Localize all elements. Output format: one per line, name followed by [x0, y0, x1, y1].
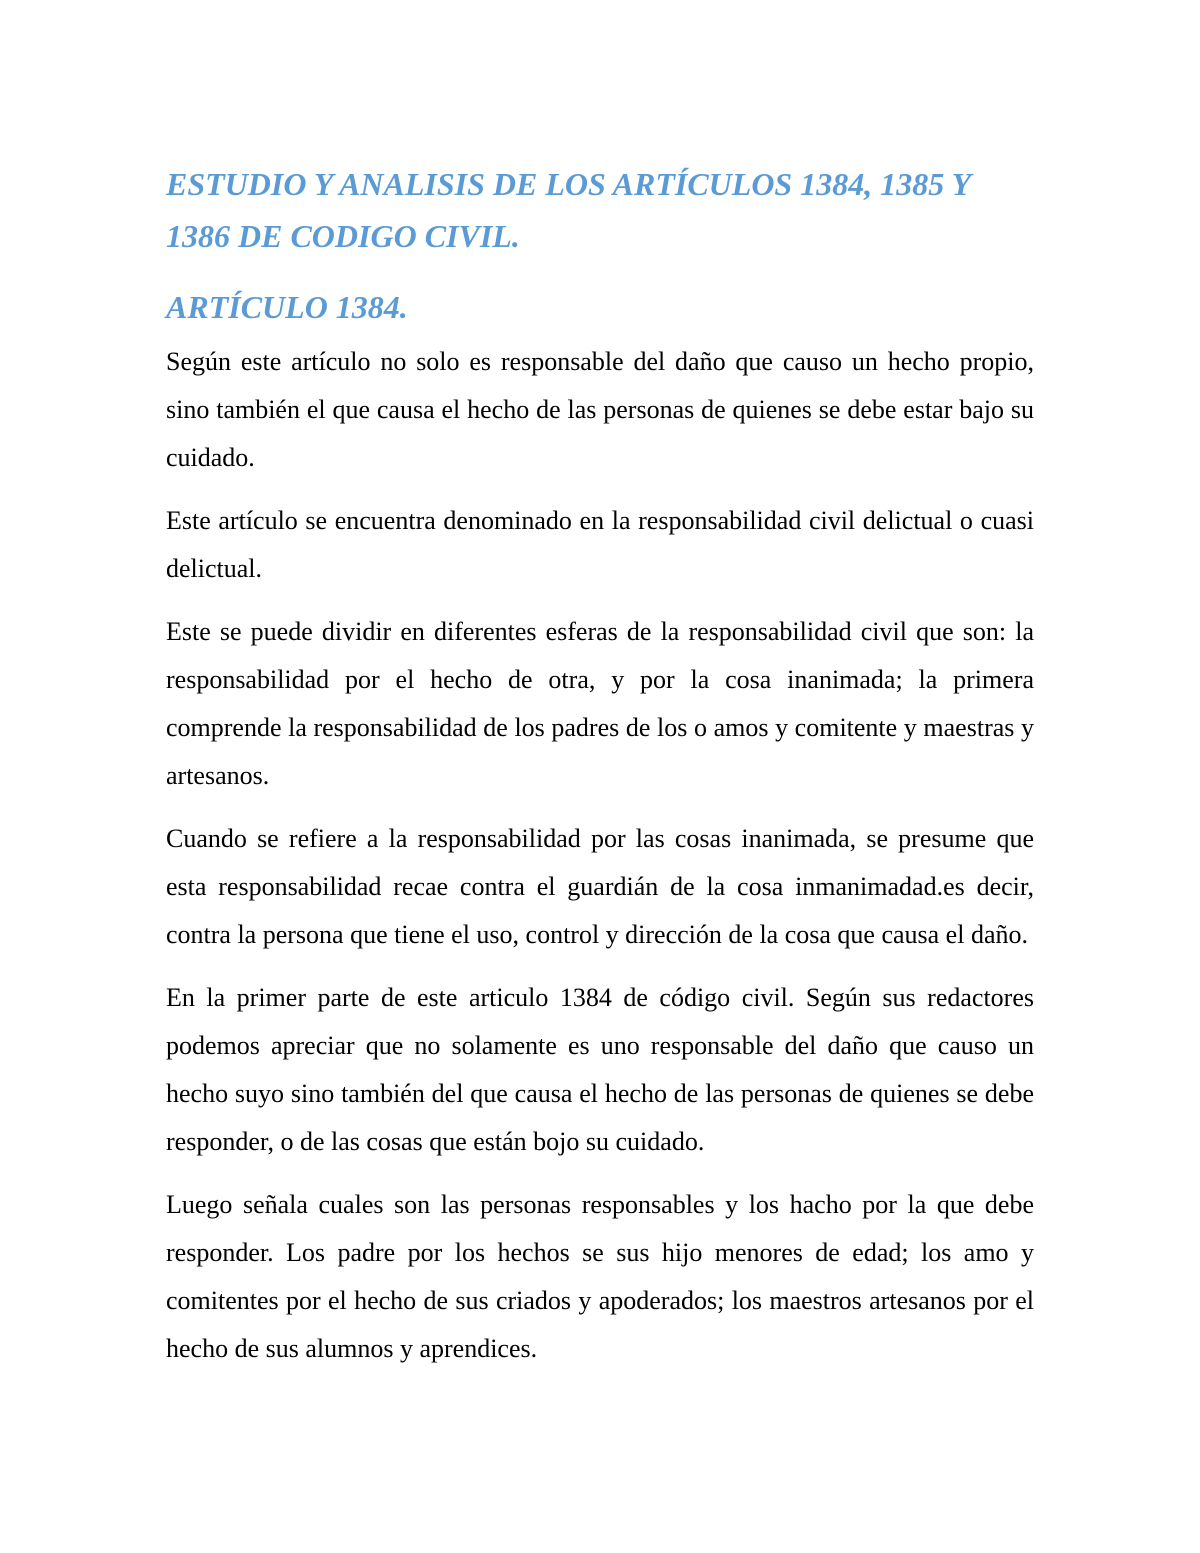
paragraph: Cuando se refiere a la responsabilidad por las cosas inanimada, se presume que esta responsabilidad recae contra el guardián de la cosa inmanimadad.es decir, contra la persona que tiene el uso, control y dirección de la cosa que causa el daño.	[166, 824, 1034, 949]
paragraph: Este artículo se encuentra denominado en la responsabilidad civil delictual o cuasi delictual.	[166, 506, 1034, 583]
section-heading: ARTÍCULO 1384.	[166, 289, 408, 325]
paragraph: En la primer parte de este articulo 1384 de código civil. Según sus redactores podemos apreciar que no solamente es uno responsable del daño que causo un hecho suyo sino también del que causa el hecho de las personas de quienes se debe responder, o de las cosas que están bojo su cuidado.	[166, 983, 1034, 1156]
paragraph: Según este artículo no solo es responsable del daño que causo un hecho propio, sino también el que causa el hecho de las personas de quienes se debe estar bajo su cuidado.	[166, 347, 1034, 472]
paragraph: Este se puede dividir en diferentes esferas de la responsabilidad civil que son: la responsabilidad por el hecho de otra, y por la cosa inanimada; la primera comprende la responsabilidad de los padres de los o amos y comitente y maestras y artesanos.	[166, 617, 1034, 790]
document-body	[166, 338, 1034, 1373]
document-title: ESTUDIO Y ANALISIS DE LOS ARTÍCULOS 1384, 1385 Y 1386 DE CODIGO CIVIL.	[166, 166, 970, 254]
paragraph: Luego señala cuales son las personas responsables y los hacho por la que debe responder. Los padre por los hechos se sus hijo menores de edad; los amo y comitentes por el hecho de sus criados y apoderados; los maestros artesanos por el hecho de sus alumnos y aprendices.	[166, 1190, 1034, 1363]
document-content	[166, 158, 1034, 1388]
